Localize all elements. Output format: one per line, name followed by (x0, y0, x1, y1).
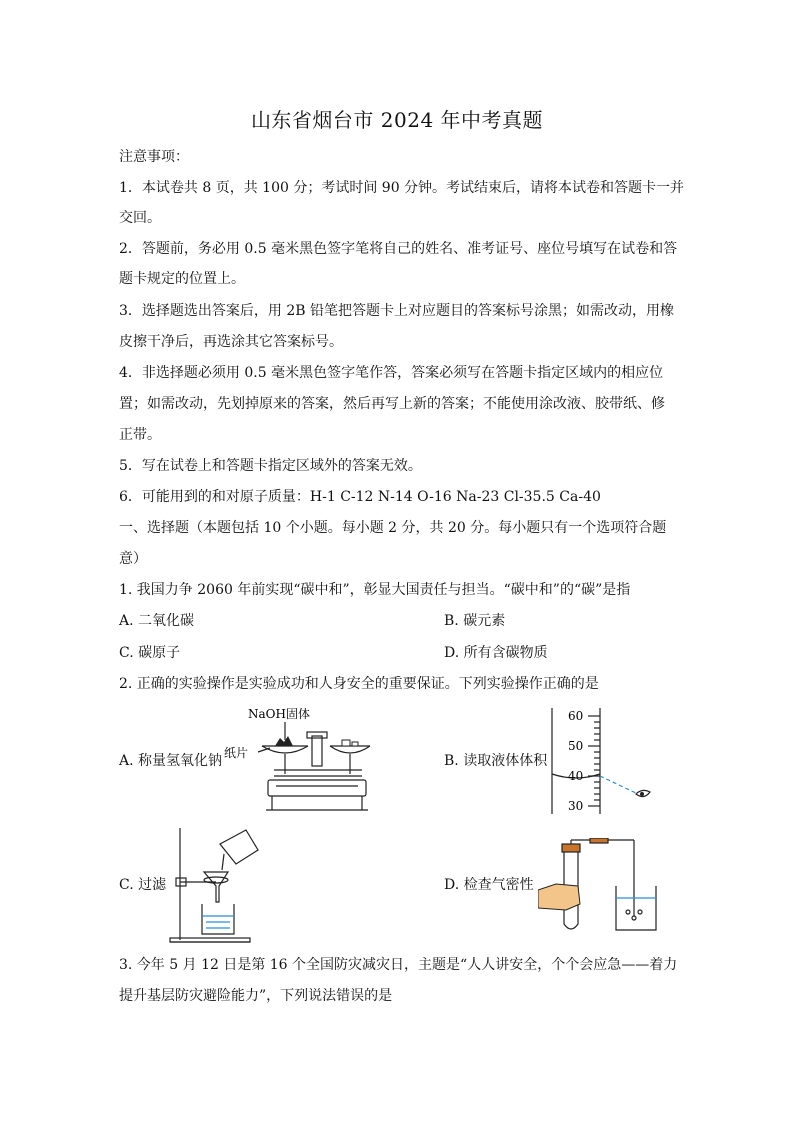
notice-line: 4．非选择题必须用 0.5 毫米黑色签字笔作答，答案必须写在答题卡指定区域内的相应位 (119, 365, 664, 381)
notice-line: 交回。 (119, 210, 161, 226)
tick-label: 40 (568, 769, 584, 783)
question-2-stem: 2. 正确的实验操作是实验成功和人身安全的重要保证。下列实验操作正确的是 (119, 676, 599, 692)
exam-title: 山东省烟台市 2024 年中考真题 (250, 108, 544, 132)
cylinder-figure (548, 706, 658, 816)
notice-heading: 注意事项： (119, 149, 189, 165)
notice-line: 3．选择题选出答案后，用 2B 铅笔把答题卡上对应题目的答案标号涂黑；如需改动，用橡 (119, 303, 675, 319)
notice-line: 正带。 (119, 427, 161, 443)
notice-line: 6．可能用到的和对原子质量：H-1 C-12 N-14 O-16 Na-23 Cl-35.5 Ca-40 (119, 489, 601, 505)
notice-line: 置；如需改动，先划掉原来的答案，然后再写上新的答案；不能使用涂改液、胶带纸、修 (119, 396, 665, 412)
hand-icon (538, 884, 580, 910)
q1-option-d[interactable]: D. 所有含碳物质 (444, 645, 548, 661)
notice-line: 皮擦干净后，再选涂其它答案标号。 (119, 334, 343, 350)
tick-label: 50 (568, 739, 584, 753)
q2-option-c[interactable]: C. 过滤 (119, 877, 167, 893)
tick-label: 60 (568, 709, 584, 723)
q2-option-b[interactable]: B. 读取液体体积 (444, 753, 548, 769)
question-1-stem: 1. 我国力争 2060 年前实现“碳中和”，彰显大国责任与担当。“碳中和”的“碳”是指 (119, 582, 631, 598)
q1-option-a[interactable]: A. 二氧化碳 (119, 613, 195, 629)
notice-line: 2．答题前，务必用 0.5 毫米黑色签字笔将自己的姓名、准考证号、座位号填写在试卷和答 (119, 241, 678, 257)
notice-line: 5．写在试卷上和答题卡指定区域外的答案无效。 (119, 458, 422, 474)
balance-figure (222, 702, 372, 818)
q1-option-c[interactable]: C. 碳原子 (119, 645, 181, 661)
notice-line: 题卡规定的位置上。 (119, 271, 245, 287)
naoh-label: NaOH固体 (248, 707, 310, 721)
airtight-figure (538, 838, 670, 936)
paper-label: 纸片 (224, 746, 249, 760)
section-heading: 一、选择题（本题包括 10 个小题。每小题 2 分，共 20 分。每小题只有一个选项符合题 (119, 520, 667, 536)
q2-option-d[interactable]: D. 检查气密性 (444, 877, 534, 893)
question-3-stem: 3. 今年 5 月 12 日是第 16 个全国防灾减灾日，主题是“人人讲安全，个个会应急——着力 (119, 957, 678, 973)
q2-option-a[interactable]: A. 称量氢氧化钠 (119, 753, 223, 769)
question-3-stem: 提升基层防灾避险能力”，下列说法错误的是 (119, 988, 393, 1004)
filtration-figure (166, 824, 272, 946)
tick-label: 30 (568, 799, 584, 813)
section-heading: 意） (119, 551, 147, 567)
notice-line: 1．本试卷共 8 页，共 100 分；考试时间 90 分钟。考试结束后，请将本试卷和答题卡一并 (119, 180, 685, 196)
q1-option-b[interactable]: B. 碳元素 (444, 613, 506, 629)
